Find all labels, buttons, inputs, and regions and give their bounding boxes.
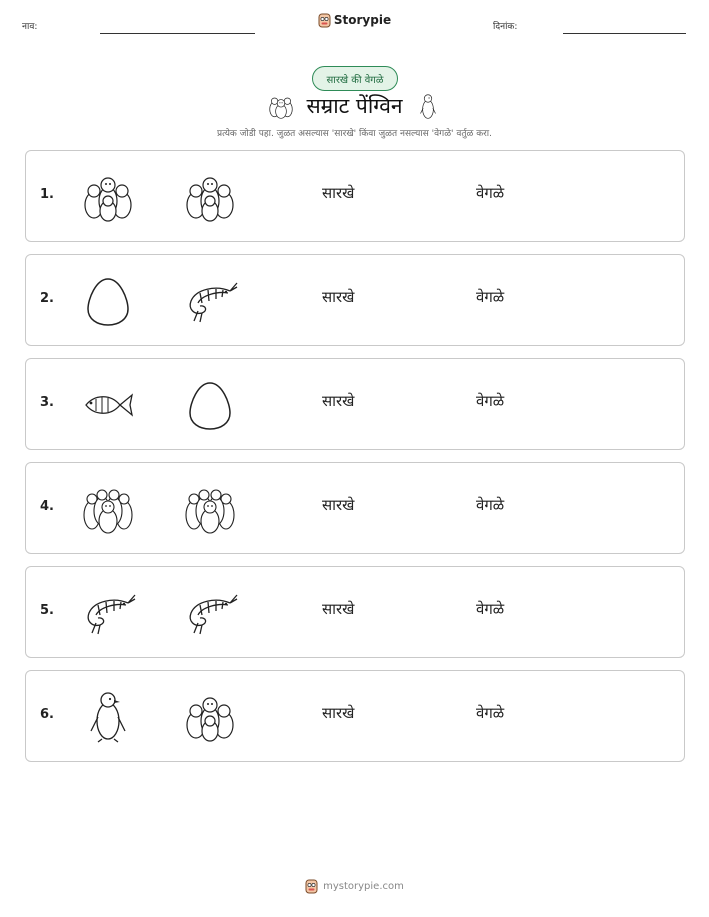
penguin-icon — [413, 91, 443, 121]
option-same[interactable]: सारखे — [322, 392, 355, 410]
brand — [0, 12, 709, 28]
brand-name: Storypie — [333, 13, 392, 27]
fish-icon — [80, 379, 136, 431]
option-same[interactable]: सारखे — [322, 496, 355, 514]
title-row — [0, 88, 709, 124]
question-row-6 — [25, 670, 685, 762]
question-list — [25, 150, 685, 774]
storypie-logo-icon — [318, 12, 331, 28]
date-label: दिनांक: — [493, 22, 518, 32]
option-different[interactable]: वेगळे — [476, 392, 505, 410]
penguin-family-icon — [80, 171, 136, 223]
question-row-4 — [25, 462, 685, 554]
shrimp-icon — [182, 587, 238, 639]
page-title: सम्राट पेंग्विन — [306, 94, 403, 118]
penguin-colony-icon — [80, 483, 136, 535]
option-same[interactable]: सारखे — [322, 704, 355, 722]
option-different[interactable]: वेगळे — [476, 288, 505, 306]
option-different[interactable]: वेगळे — [476, 496, 505, 514]
activity-badge: सारखे की वेगळे — [312, 66, 398, 91]
storypie-logo-icon — [305, 878, 318, 894]
option-different[interactable]: वेगळे — [476, 184, 505, 202]
instructions: प्रत्येक जोडी पहा. जुळत असल्यास 'सारखे' किंवा जुळत नसल्यास 'वेगळे' वर्तुळ करा. — [216, 129, 492, 139]
penguin-family-icon — [182, 171, 238, 223]
penguin-colony-icon — [182, 483, 238, 535]
penguin-family-icon — [266, 91, 296, 121]
question-row-3 — [25, 358, 685, 450]
question-number: 1. — [40, 187, 54, 202]
penguin-family-icon — [182, 691, 238, 743]
option-same[interactable]: सारखे — [322, 184, 355, 202]
option-different[interactable]: वेगळे — [476, 600, 505, 618]
shrimp-icon — [182, 275, 238, 327]
option-different[interactable]: वेगळे — [476, 704, 505, 722]
egg-icon — [80, 275, 136, 327]
question-number: 2. — [40, 291, 54, 306]
option-same[interactable]: सारखे — [322, 600, 355, 618]
date-field[interactable] — [563, 33, 686, 34]
question-number: 5. — [40, 603, 54, 618]
footer — [0, 878, 709, 894]
question-row-2 — [25, 254, 685, 346]
question-number: 4. — [40, 499, 54, 514]
option-same[interactable]: सारखे — [322, 288, 355, 306]
penguin-icon — [80, 691, 136, 743]
egg-icon — [182, 379, 238, 431]
name-label: नाव: — [22, 22, 38, 32]
footer-url[interactable]: mystorypie.com — [323, 880, 404, 892]
question-row-1 — [25, 150, 685, 242]
question-number: 6. — [40, 707, 54, 722]
question-row-5 — [25, 566, 685, 658]
question-number: 3. — [40, 395, 54, 410]
name-field[interactable] — [100, 33, 255, 34]
shrimp-icon — [80, 587, 136, 639]
